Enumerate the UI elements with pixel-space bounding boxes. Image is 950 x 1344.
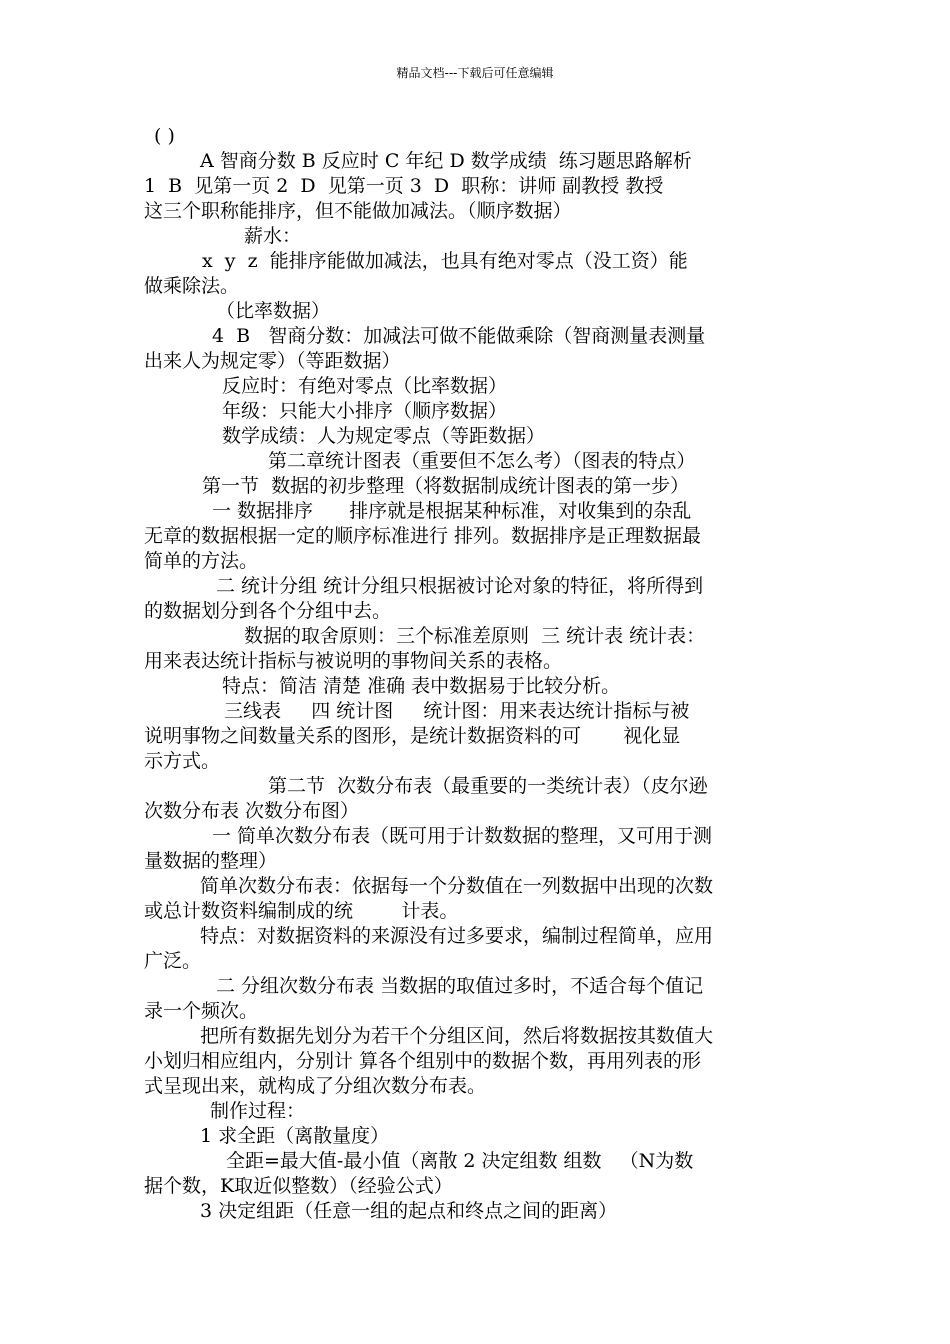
text-line: 年级：只能大小排序（顺序数据） — [222, 400, 508, 422]
text-line: x y z 能排序能做加减法，也具有绝对零点（没工资）能 — [202, 250, 688, 272]
text-line: （比率数据） — [216, 300, 331, 322]
text-line: 第二节 次数分布表（最重要的一类统计表）（皮尔逊 — [268, 775, 708, 797]
text-line: 制作过程： — [210, 1100, 306, 1122]
text-line: 次数分布表 次数分布图） — [144, 800, 360, 822]
text-line: 二 统计分组 统计分组只根据被讨论对象的特征，将所得到 — [216, 575, 704, 597]
text-line: 据个数，K取近似整数）（经验公式） — [144, 1175, 453, 1197]
text-line: 这三个职称能排序，但不能做加减法。（顺序数据） — [144, 200, 572, 222]
page-header: 精品文档---下载后可任意编辑 — [396, 66, 554, 80]
text-line: 式呈现出来，就构成了分组次数分布表。 — [144, 1075, 487, 1097]
text-line: 1 求全距（离散量度） — [200, 1125, 390, 1147]
text-line: 数学成绩：人为规定零点（等距数据） — [222, 425, 546, 447]
text-line: 第二章统计图表（重要但不怎么考）（图表的特点） — [268, 450, 696, 472]
text-line: ( ) — [154, 125, 175, 147]
document-body — [144, 124, 808, 1224]
text-line: 小划归相应组内，分别计 算各个组别中的数据个数，再用列表的形 — [144, 1050, 702, 1072]
text-line: 数据的取舍原则：三个标准差原则 三 统计表 统计表： — [244, 625, 706, 647]
text-line: 录一个频次。 — [144, 1000, 259, 1022]
text-line: 做乘除法。 — [144, 275, 240, 297]
text-line: 用来表达统计指标与被说明的事物间关系的表格。 — [144, 650, 563, 672]
text-line: 出来人为规定零）（等距数据） — [144, 350, 401, 372]
text-line: 量数据的整理） — [144, 850, 278, 872]
text-line: 全距=最大值-最小值（离散 2 决定组数 组数 （N为数 — [226, 1150, 694, 1172]
text-line: 无章的数据根据一定的顺序标准进行 排列。数据排序是正理数据最 — [144, 525, 702, 547]
text-line: 1 B 见第一页 2 D 见第一页 3 D 职称：讲师 副教授 教授 — [144, 175, 664, 197]
text-line: 二 分组次数分布表 当数据的取值过多时，不适合每个值记 — [216, 975, 704, 997]
text-line: 4 B 智商分数：加减法可做不能做乘除（智商测量表测量 — [212, 325, 706, 347]
text-line: 薪水： — [244, 225, 302, 247]
text-line: 特点：简洁 清楚 准确 表中数据易于比较分析。 — [222, 675, 621, 697]
text-line: 把所有数据先划分为若干个分组区间，然后将数据按其数值大 — [200, 1025, 714, 1047]
text-line: 3 决定组距（任意一组的起点和终点之间的距离） — [200, 1200, 618, 1222]
text-line: 简单次数分布表：依据每一个分数值在一列数据中出现的次数 — [200, 875, 714, 897]
text-line: A 智商分数 B 反应时 C 年纪 D 数学成绩 练习题思路解析 — [200, 150, 692, 172]
text-line: 一 数据排序 排序就是根据某种标准，对收集到的杂乱 — [212, 500, 692, 522]
text-line: 第一节 数据的初步整理（将数据制成统计图表的第一步） — [202, 475, 690, 497]
text-line: 一 简单次数分布表（既可用于计数数据的整理，又可用于测 — [212, 825, 713, 847]
text-line: 示方式。 — [144, 750, 221, 772]
text-line: 三线表 四 统计图 统计图：用来表达统计指标与被 — [224, 700, 690, 722]
text-line: 或总计数资料编制成的统 计表。 — [144, 900, 459, 922]
text-line: 的数据划分到各个分组中去。 — [144, 600, 392, 622]
text-line: 反应时：有绝对零点（比率数据） — [222, 375, 508, 397]
text-line: 简单的方法。 — [144, 550, 259, 572]
text-line: 广泛。 — [144, 950, 202, 972]
text-line: 特点：对数据资料的来源没有过多要求，编制过程简单，应用 — [200, 925, 714, 947]
text-line: 说明事物之间数量关系的图形，是统计数据资料的可 视化显 — [144, 725, 681, 747]
